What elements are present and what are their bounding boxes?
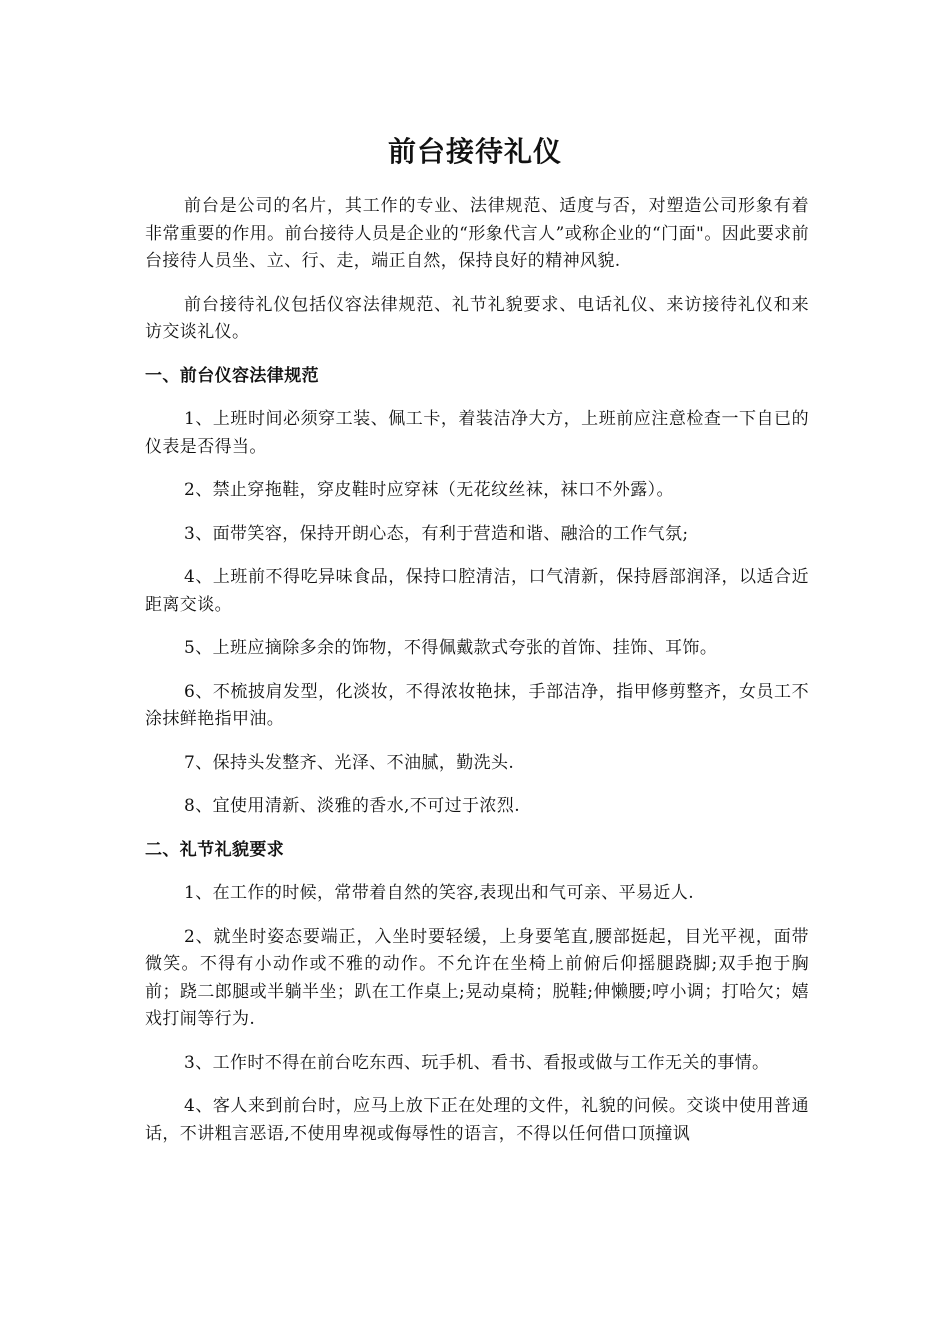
list-item: 3、面带笑容，保持开朗心态，有利于营造和谐、融洽的工作气氛;	[184, 523, 689, 544]
document-title: 前台接待礼仪	[387, 135, 562, 168]
section-heading: 二、礼节礼貌要求	[145, 839, 285, 860]
list-item: 8、宜使用清新、淡雅的香水,不可过于浓烈.	[184, 796, 521, 816]
list-item: 2、禁止穿拖鞋，穿皮鞋时应穿袜（无花纹丝袜，袜口不外露）。	[184, 480, 674, 500]
section-heading: 一、前台仪容法律规范	[145, 365, 319, 386]
list-item: 1、在工作的时候，常带着自然的笑容,表现出和气可亲、平易近人.	[184, 883, 695, 903]
list-item: 3、工作时不得在前台吃东西、玩手机、看书、看报或做与工作无关的事情。	[184, 1052, 770, 1073]
intro-paragraph: 前台是公司的名片，其工作的专业、法律规范、适度与否，对塑造公司形象有着非常重要的作用。前台接待人员是企业的“形象代言人”或称企业的“门面"。因此要求前台接待人员坐、立、行、走，端正自然，保持良好的精神风貌.	[145, 196, 809, 271]
list-item: 5、上班应摘除多余的饰物，不得佩戴款式夸张的首饰、挂饰、耳饰。	[184, 638, 718, 658]
list-item: 6、不梳披肩发型，化淡妆，不得浓妆艳抹，手部洁净，指甲修剪整齐，女员工不涂抹鲜艳指甲油。	[145, 681, 809, 729]
list-item: 4、客人来到前台时，应马上放下正在处理的文件，礼貌的问候。交谈中使用普通话，不讲粗言恶语,不使用卑视或侮辱性的语言，不得以任何借口顶撞讽	[145, 1096, 809, 1144]
document-body	[145, 193, 809, 1164]
intro-paragraph: 前台接待礼仪包括仪容法律规范、礼节礼貌要求、电话礼仪、来访接待礼仪和来访交谈礼仪。	[145, 294, 809, 342]
list-item: 7、保持头发整齐、光泽、不油腻，勤洗头.	[184, 752, 515, 773]
list-item: 1、上班时间必须穿工装、佩工卡，着装洁净大方，上班前应注意检查一下自已的仪表是否得当。	[145, 409, 809, 457]
list-item: 4、上班前不得吃异味食品，保持口腔清洁，口气清新，保持唇部润泽，以适合近距离交谈。	[145, 567, 809, 615]
list-item: 2、就坐时姿态要端正，入坐时要轻缓，上身要笔直,腰部挺起，目光平视，面带微笑。不得有小动作或不雅的动作。不允许在坐椅上前俯后仰摇腿跷脚;双手抱于胸前；跷二郎腿或半躺半坐；趴在工作桌上;晃动桌椅；脱鞋;伸懒腰;哼小调；打哈欠；嬉戏打闹等行为.	[145, 926, 809, 1029]
